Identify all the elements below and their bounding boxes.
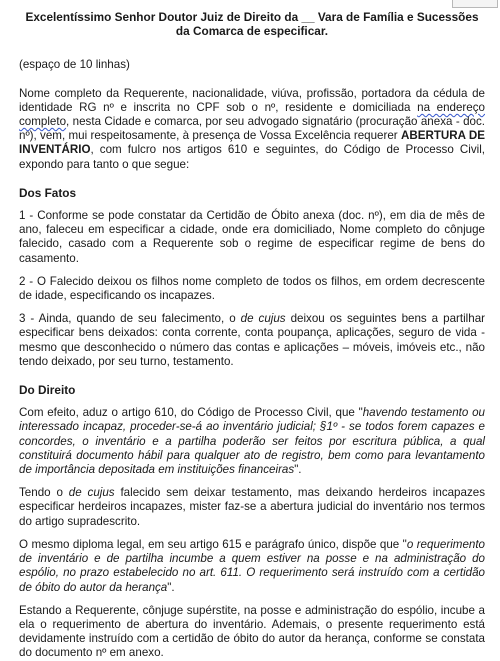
fatos-paragraph-1: 1 - Conforme se pode constatar da Certidão de Óbito anexa (doc. nº), em dia de mês de ano, faleceu em especificar a cidade, onde era domiciliado, Nome completo do cônjuge falecido, casado com a Requerente sob o regime de especificar regime de bens do casamento. — [19, 209, 485, 265]
fatos-paragraph-2: 2 - O Falecido deixou os filhos nome completo de todos os filhos, em ordem decrescente de idade, especificando os incapazes. — [19, 274, 485, 303]
intro-text-3: , com fulcro nos artigos 610 e seguintes, do Código de Processo Civil, expondo para tanto o que segue: — [19, 143, 485, 171]
heading-do-direito: Do Direito — [19, 383, 76, 398]
document-title: Excelentíssimo Senhor Doutor Juiz de Direito da __ Vara de Família e Sucessões da Comarca de especificar. — [25, 10, 479, 39]
direito-p1-text-1: Com efeito, aduz o artigo 610, do Código de Processo Civil, que " — [19, 406, 363, 420]
direito-paragraph-4: Estando a Requerente, cônjuge supérstite, na posse e administração do espólio, incube a ela o requerimento de abertura do inventário. Ademais, o presente requerimento está devidamente instruído com a certidão de óbito do autor da herança, conforme se constata do documento nº em anexo. — [19, 603, 485, 660]
direito-p3-text-1: O mesmo diploma legal, em seu artigo 615 e parágrafo único, dispõe que " — [19, 537, 407, 551]
document-page — [19, 10, 485, 661]
direito-paragraph-2 — [19, 486, 485, 529]
direito-p2-text-2: falecido sem deixar testamento, mas deixando herdeiros incapazes especificar herdeiros incapazes, mister faz-se a abertura judicial do inventário nos termos do artigo supradescrito. — [19, 486, 485, 528]
direito-p2-text-1: Tendo o — [19, 486, 69, 500]
fatos-p3-text-1: 3 - Ainda, quando de seu falecimento, o — [19, 312, 241, 326]
misspelled-text: na endereço completo — [19, 100, 485, 129]
direito-p1-quote: havendo testamento ou interessado incapaz, proceder-se-á ao inventário judicial; §1º - se todos forem capazes e concordes, o inventário e a partilha poderão ser feitos por escritura pública, a qual constituirá documento hábil para qualquer ato de registro, bem como para levantamento de importância depositada em instituições financeiras — [19, 406, 485, 477]
direito-paragraph-1 — [19, 406, 485, 477]
fatos-p3-italic: de cujus — [240, 312, 286, 326]
intro-text-1: Nome completo da Requerente, nacionalidade, viúva, profissão, portadora da cédula de identidade RG nº e inscrita no CPF sob o nº, residente e domiciliada — [19, 86, 485, 114]
fatos-paragraph-3 — [19, 312, 485, 369]
intro-bold-text: ABERTURA DE INVENTÁRIO — [19, 129, 485, 157]
spacing-note: (espaço de 10 linhas) — [19, 58, 130, 72]
intro-text-2: , nesta Cidade e comarca, por seu advogado signatário (procuração anexa - doc. nº), vem, mui respeitosamente, à presença de Vossa Excelência requerer — [19, 115, 485, 143]
fatos-p3-text-2: deixou os seguintes bens a partilhar especificar bens deixados: conta corrente, conta poupança, aplicações, seguro de vida - mesmo que desconhecido o número das contas e aplicações – móveis, imóveis etc., não tendo deixado, por seu turno, testamento. — [19, 312, 486, 368]
page-corner-box — [452, 0, 498, 8]
direito-p2-italic: de cujus — [68, 486, 115, 500]
direito-paragraph-3 — [19, 538, 485, 595]
intro-paragraph — [19, 87, 485, 172]
direito-p3-text-2: ". — [167, 580, 175, 594]
direito-p3-quote: o requerimento de inventário e de partilha incumbe a quem estiver na posse e na administração do espólio, no prazo estabelecido no art. 611. O requerimento será instruído com a certidão de óbito do autor da herança — [19, 537, 486, 594]
direito-p1-text-2: ". — [294, 463, 302, 477]
heading-dos-fatos: Dos Fatos — [19, 185, 77, 200]
